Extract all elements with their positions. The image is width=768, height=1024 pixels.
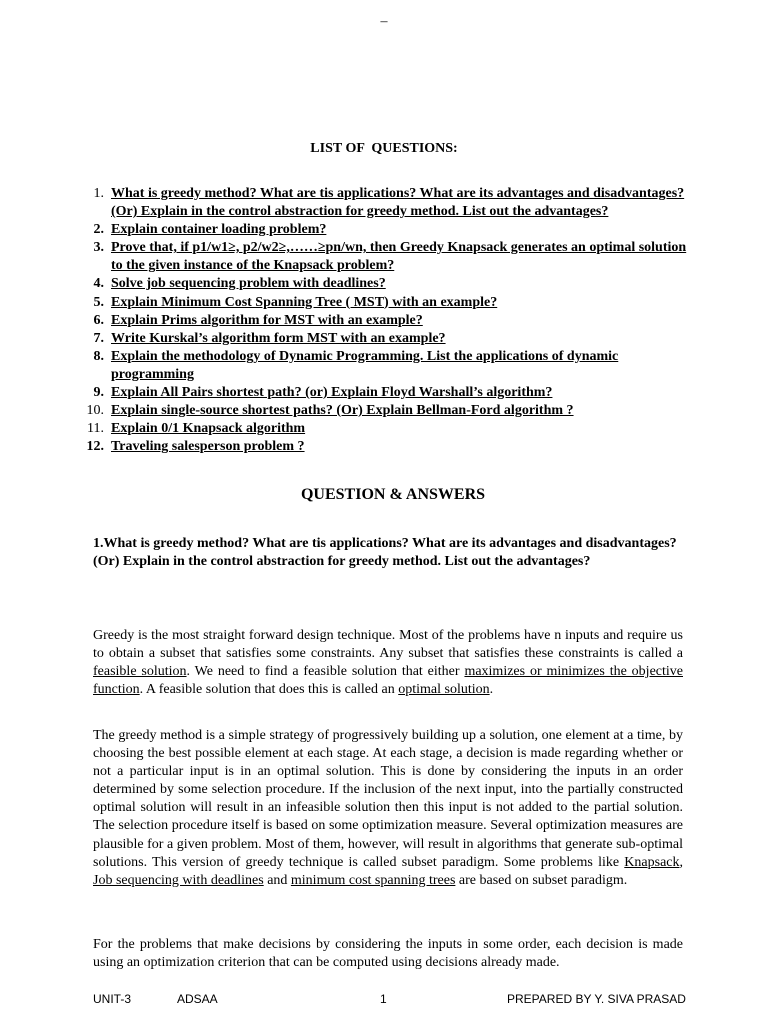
list-item-text: Explain All Pairs shortest path? (or) Explain Floyd Warshall’s algorithm?	[111, 385, 553, 401]
footer-unit: UNIT-3	[93, 992, 132, 1006]
list-item	[80, 402, 700, 420]
list-item	[80, 348, 700, 384]
list-item-number: 7.	[93, 330, 104, 346]
list-item-text: Explain Prims algorithm for MST with an example?	[111, 312, 423, 328]
footer-course: ADSAA	[177, 992, 218, 1006]
term-mst: minimum cost spanning trees	[290, 872, 456, 888]
list-item	[80, 239, 700, 275]
list-item-text: Explain single-source shortest paths? (Or) Explain Bellman-Ford algorithm ?	[111, 403, 574, 419]
list-item-text: Explain 0/1 Knapsack algorithm	[111, 421, 306, 437]
list-item	[80, 294, 700, 312]
list-item-number: 11.	[87, 421, 104, 437]
list-item-number: 10.	[86, 403, 104, 419]
list-item-number: 3.	[93, 240, 104, 256]
question-heading: 1.What is greedy method? What are tis applications? What are its advantages and disadvantages? (Or) Explain in the control abstraction for greedy method. List out the advantages?	[93, 536, 677, 569]
page-footer	[0, 992, 768, 1008]
term-optimal-solution: optimal solution	[398, 682, 490, 698]
list-item-number: 5.	[93, 294, 104, 310]
list-item	[80, 275, 700, 293]
list-item	[80, 185, 700, 221]
list-item-number: 2.	[93, 222, 104, 238]
questions-list	[80, 185, 700, 456]
list-item-text: Explain Minimum Cost Spanning Tree ( MST) with an example?	[111, 294, 498, 310]
list-item	[80, 330, 700, 348]
footer-author: PREPARED BY Y. SIVA PRASAD	[507, 992, 686, 1006]
list-item-number: 9.	[93, 385, 104, 401]
list-item-number: 8.	[93, 348, 104, 364]
term-job-sequencing: Job sequencing with deadlines	[93, 872, 264, 888]
header-mark: –	[380, 14, 388, 29]
list-item-text: Explain container loading problem?	[111, 222, 327, 238]
term-knapsack: Knapsack	[624, 854, 680, 870]
paragraph-3: For the problems that make decisions by considering the inputs in some order, each decision is made using an optimization criterion that can be computed using decisions already made.	[93, 937, 683, 971]
list-item-number: 1.	[93, 186, 104, 201]
list-item-text: Solve job sequencing problem with deadlines?	[111, 276, 386, 292]
term-feasible-solution: feasible solution	[93, 664, 187, 680]
list-item	[80, 420, 700, 438]
list-item-text: Explain the methodology of Dynamic Programming. List the applications of dynamic programming	[111, 348, 619, 382]
list-item-text: Write Kurskal’s algorithm form MST with an example?	[111, 330, 446, 346]
list-item-number: 4.	[93, 276, 104, 292]
term-objective-function: maximizes or minimizes the objective function	[93, 664, 683, 698]
paragraph-1: Greedy is the most straight forward design technique. Most of the problems have n inputs and require us to obtain a subset that satisfies some constraints. Any subset that satisfies these constraints is called a feasible solution. We need to find a feasible solution that either maximizes or minimizes the objective function. A feasible solution that does this is called an optimal solution.	[93, 628, 683, 698]
list-item-text: Prove that, if p1/w1≥, p2/w2≥,……≥pn/wn, then Greedy Knapsack generates an optimal solution to the given instance of the Knapsack problem?	[111, 240, 687, 274]
list-item-number: 12.	[86, 439, 104, 455]
list-item	[80, 221, 700, 239]
list-item-number: 6.	[93, 312, 104, 328]
list-item-text: What is greedy method? What are tis applications? What are its advantages and disadvantages? (Or) Explain in the control abstraction for greedy method. List out the advantages?	[111, 186, 685, 220]
list-item	[80, 312, 700, 330]
list-title: LIST OF QUESTIONS:	[310, 141, 458, 156]
qa-title: QUESTION & ANSWERS	[300, 486, 486, 503]
list-item-text: Traveling salesperson problem ?	[111, 439, 305, 455]
paragraph-2: The greedy method is a simple strategy of progressively building up a solution, one element at a time, by choosing the best possible element at each stage. At each stage, a decision is made regarding whether or not a particular input is in an optimal solution. This is done by considering the inputs in an order determined by some selection procedure. If the inclusion of the next input, into the partially constructed optimal solution will result in an infeasible solution then this input is not added to the partial solution. The selection procedure itself is based on some optimization measure. Several optimization measures are plausible for a given problem. Most of them, however, will result in algorithms that generate sub-optimal solutions. This version of greedy technique is called subset paradigm. Some problems like Knapsack, Job sequencing with deadlines and minimum cost spanning trees are based on subset paradigm.	[93, 728, 683, 888]
list-item	[80, 438, 700, 456]
footer-page-number: 1	[380, 992, 387, 1006]
list-item	[80, 384, 700, 402]
